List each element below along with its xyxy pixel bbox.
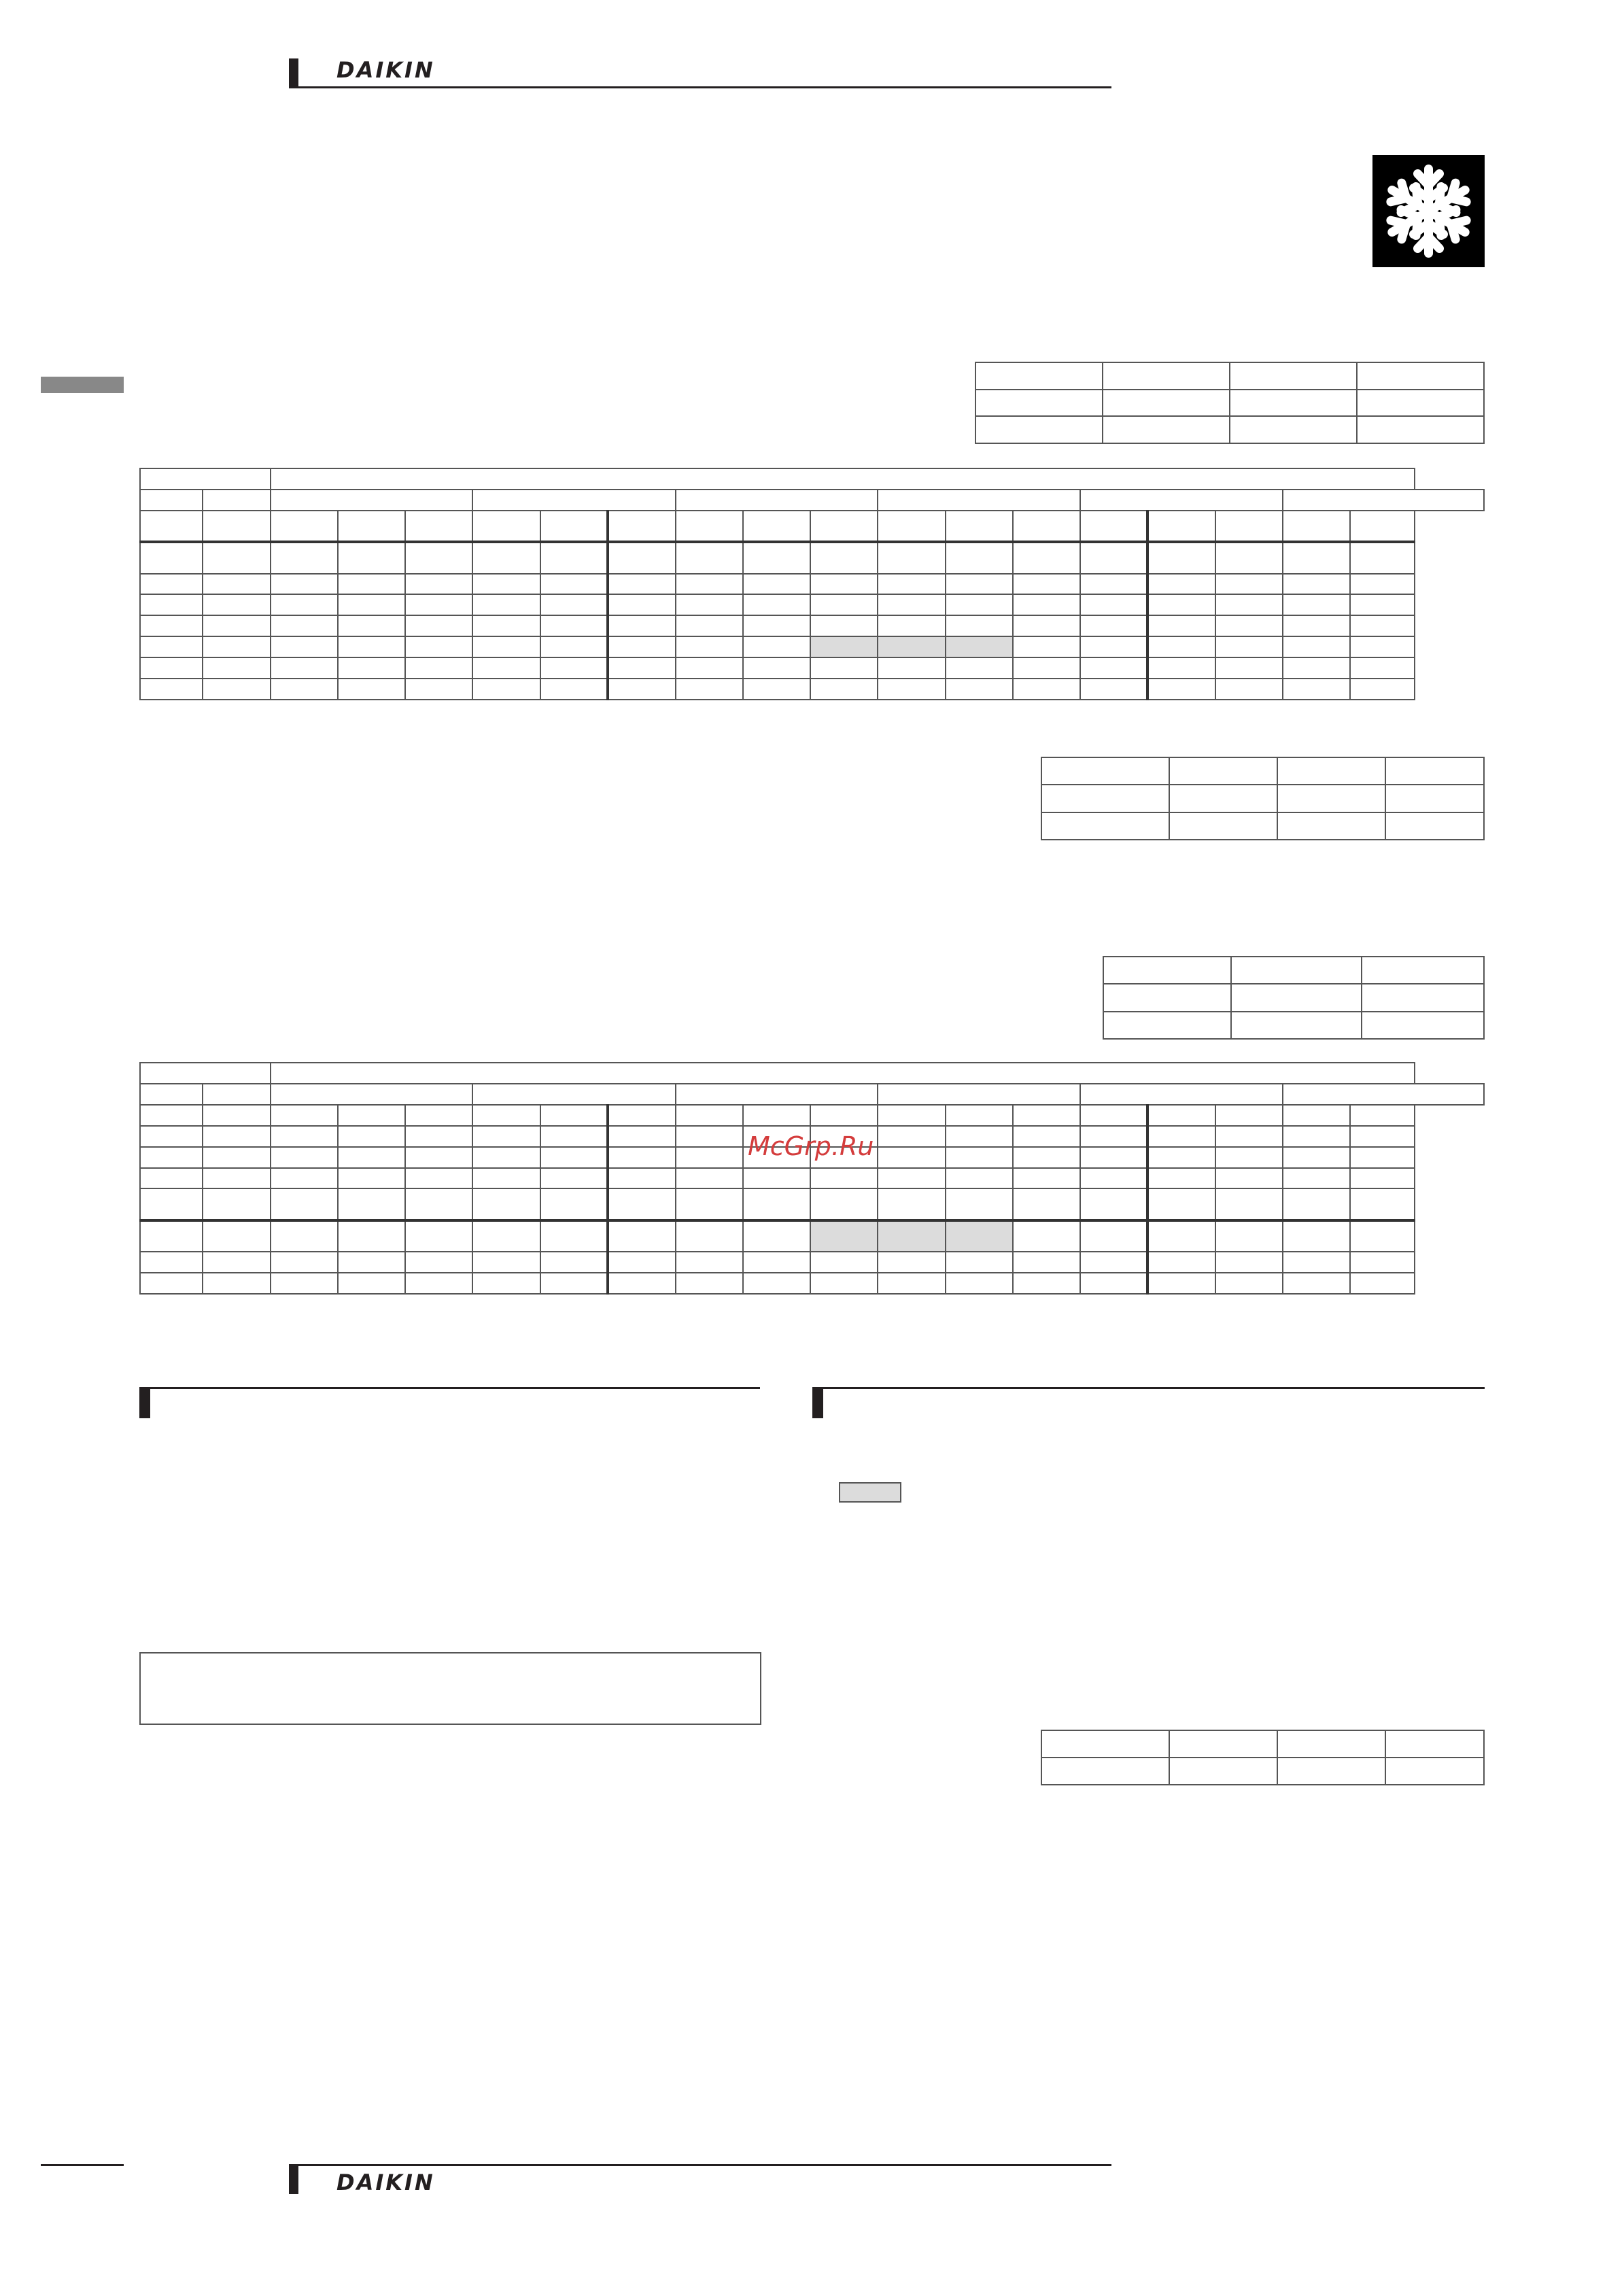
section-rule [823, 1387, 1485, 1389]
snowflake-icon [1372, 155, 1485, 267]
footer-marker [289, 2164, 298, 2194]
watermark-text: McGrp.Ru [748, 1131, 874, 1161]
side-section-tab [41, 377, 124, 393]
header-marker [289, 58, 298, 88]
spec-table-1 [975, 362, 1485, 444]
section-marker [139, 1387, 150, 1418]
footer-left-rule [41, 2164, 124, 2166]
section-header-left [139, 1387, 760, 1418]
header-brand-bar [289, 58, 1111, 88]
daikin-logo: DAIKIN [336, 57, 435, 83]
spec-table-2 [1041, 757, 1485, 840]
footer-brand-bar [289, 2164, 1111, 2194]
spec-table-3 [1103, 956, 1485, 1040]
capacity-table-1 [139, 468, 1485, 700]
spec-table-4 [1041, 1730, 1485, 1785]
daikin-logo: DAIKIN [336, 2170, 435, 2195]
footer-rule [298, 2164, 1111, 2166]
shaded-legend-swatch [839, 1482, 901, 1503]
section-header-right [812, 1387, 1485, 1418]
capacity-table-2 [139, 1062, 1485, 1295]
section-marker [812, 1387, 823, 1418]
note-box [139, 1652, 761, 1725]
header-rule [298, 86, 1111, 88]
section-rule [150, 1387, 760, 1389]
